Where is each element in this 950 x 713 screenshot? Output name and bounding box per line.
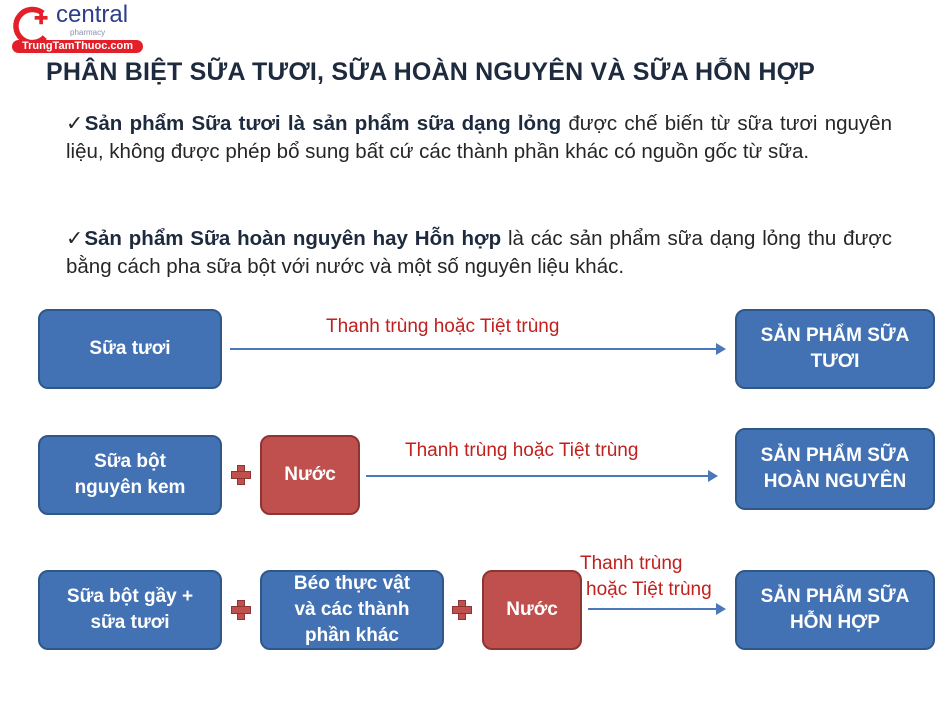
input-whole-milk-powder: Sữa bột nguyên kem [38,435,222,515]
plus-icon [452,600,472,620]
logo-site: TrungTamThuoc.com [12,40,143,53]
output-reconstituted-milk: SẢN PHẨM SỮA HOÀN NGUYÊN [735,428,935,510]
input-fresh-milk: Sữa tươi [38,309,222,389]
logo [8,2,148,56]
add-water: Nước [482,570,582,650]
paragraph-reconstituted-milk: ✓Sản phẩm Sữa hoàn nguyên hay Hỗn hợp là các sản phẩm sữa dạng lỏng thu được bằng cách pha sữa bột với nước và một số nguyên liệu khác. [66,227,892,278]
arrow [230,348,724,350]
logo-sub: pharmacy [70,28,106,37]
arrow [588,608,724,610]
page-title: PHÂN BIỆT SỮA TƯƠI, SỮA HOÀN NGUYÊN VÀ SỮA HỖN HỢP [46,58,815,86]
output-fresh-milk: SẢN PHẨM SỮA TƯƠI [735,309,935,389]
plus-icon [231,600,251,620]
add-vegetable-fat: Béo thực vật và các thành phần khác [260,570,444,650]
logo-brand: central [56,1,129,28]
add-water: Nước [260,435,360,515]
paragraph-fresh-milk: ✓Sản phẩm Sữa tươi là sản phẩm sữa dạng lỏng được chế biến từ sữa tươi nguyên liệu, không được phép bổ sung bất cứ các thành phần khác có nguồn gốc từ sữa. [66,112,892,163]
check-icon: ✓ [66,112,85,135]
check-icon: ✓ [66,227,85,250]
input-skim-milk-powder: Sữa bột gầy + sữa tươi [38,570,222,650]
process-label-line2: hoặc Tiệt trùng [586,579,712,600]
plus-icon [231,465,251,485]
process-label: Thanh trùng hoặc Tiệt trùng [326,316,560,337]
process-label-line1: Thanh trùng [580,553,683,574]
output-mixed-milk: SẢN PHẨM SỮA HỖN HỢP [735,570,935,650]
arrow [366,475,716,477]
process-label: Thanh trùng hoặc Tiệt trùng [405,440,639,461]
